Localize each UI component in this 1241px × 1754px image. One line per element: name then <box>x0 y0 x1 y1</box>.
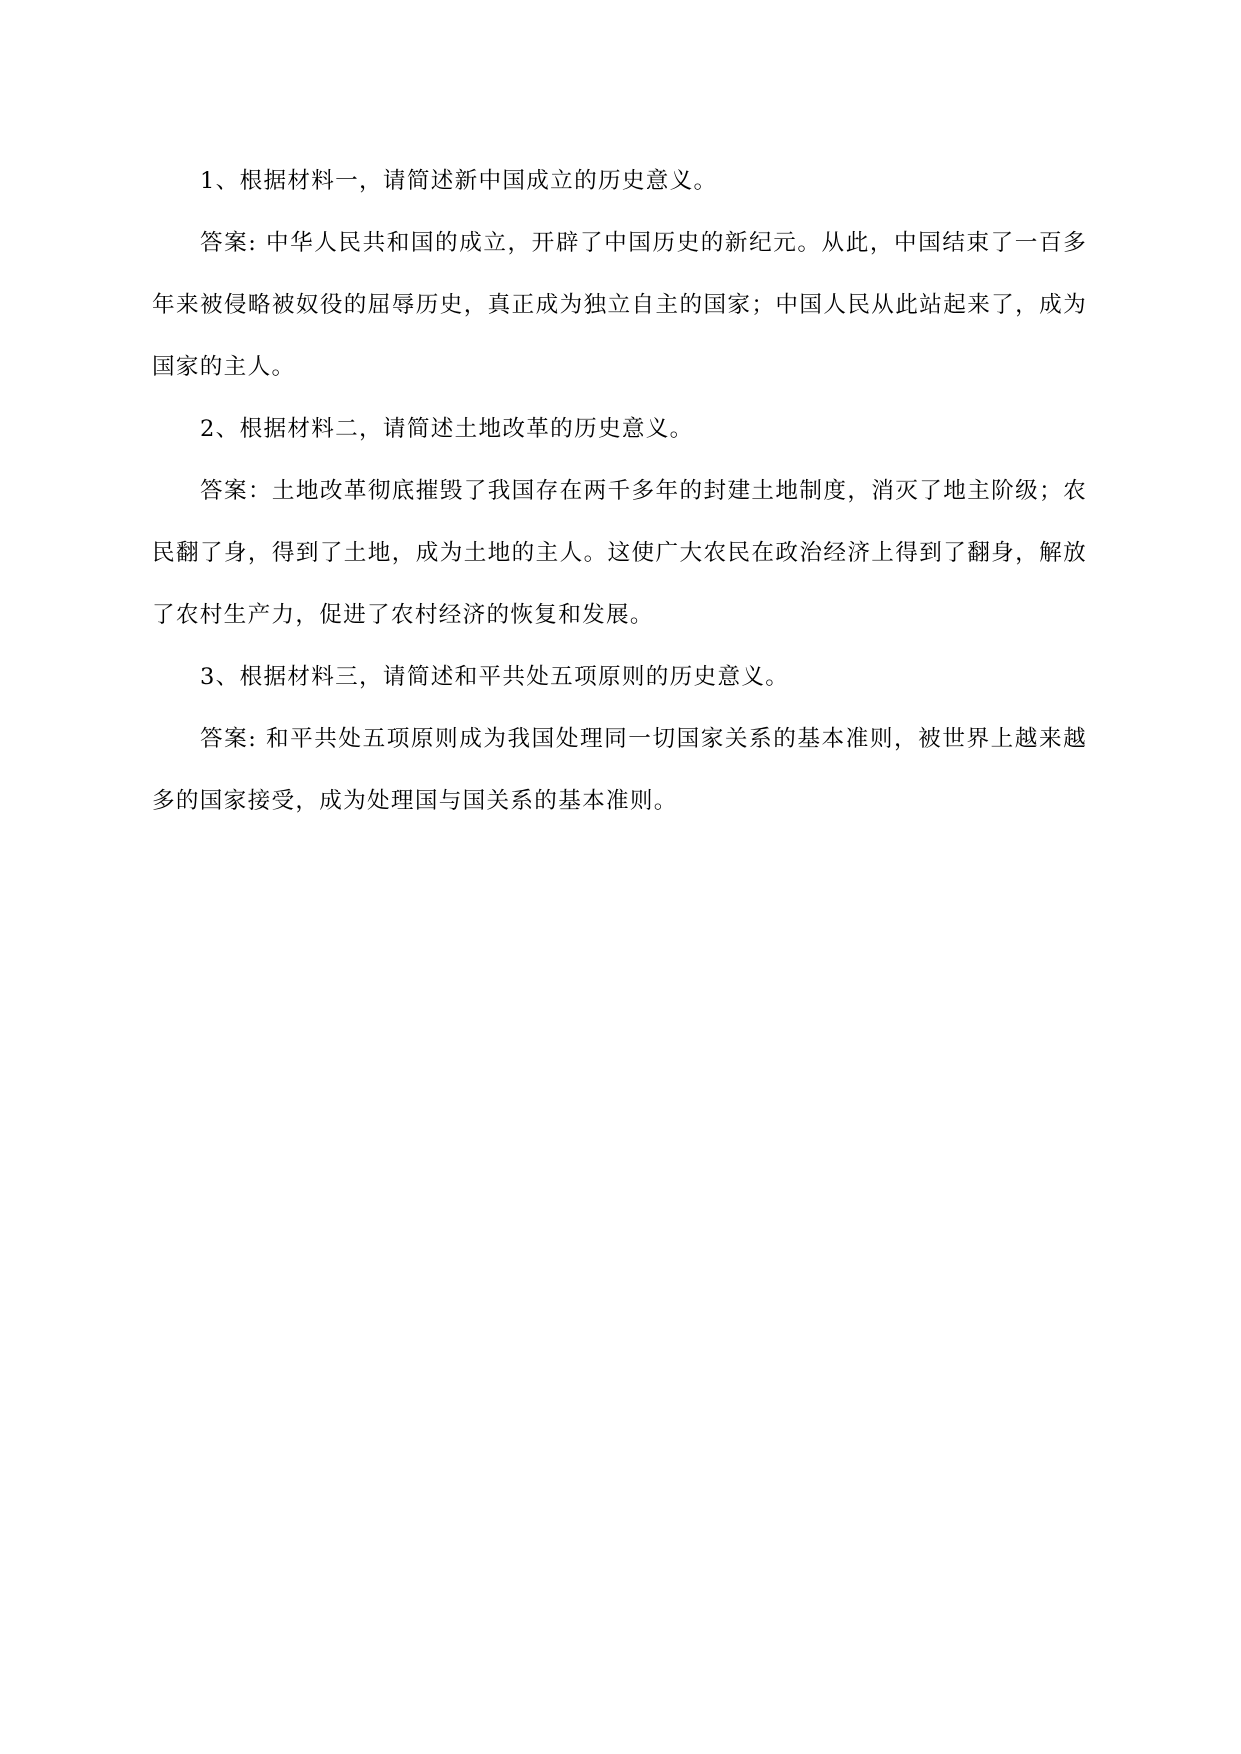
answer-2: 答案：土地改革彻底摧毁了我国存在两千多年的封建土地制度，消灭了地主阶级；农民翻了身，得到了土地，成为土地的主人。这使广大农民在政治经济上得到了翻身，解放了农村生产力，促进了农村经济的恢复和发展。 <box>152 478 1087 628</box>
question-2: 2、根据材料二，请简述土地改革的历史意义。 <box>200 416 694 442</box>
question-3: 3、根据材料三，请简述和平共处五项原则的历史意义。 <box>200 664 790 690</box>
question-1: 1、根据材料一，请简述新中国成立的历史意义。 <box>200 168 718 194</box>
answer-3: 答案: 和平共处五项原则成为我国处理同一切国家关系的基本准则，被世界上越来越多的国家接受，成为处理国与国关系的基本准则。 <box>152 726 1087 814</box>
document-body <box>152 150 1087 832</box>
answer-1: 答案: 中华人民共和国的成立，开辟了中国历史的新纪元。从此，中国结束了一百多年来被侵略被奴役的屈辱历史，真正成为独立自主的国家；中国人民从此站起来了，成为国家的主人。 <box>152 230 1087 380</box>
